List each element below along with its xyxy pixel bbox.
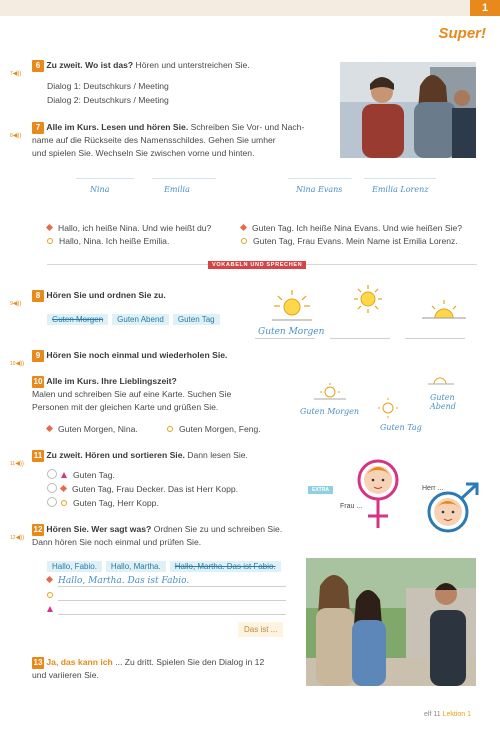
ex8-track[interactable]: 9◀)) bbox=[10, 301, 22, 307]
ex11-line-2[interactable]: Guten Tag, Frau Decker. Das ist Herr Kopp. bbox=[47, 483, 238, 496]
name-card-1: Nina bbox=[76, 178, 134, 203]
dialog-left-line-1: Hallo, ich heiße Nina. Und wie heißt du? bbox=[47, 222, 211, 235]
dialog-right-line-1: Guten Tag. Ich heiße Nina Evans. Und wie heißen Sie? bbox=[241, 222, 462, 235]
exercise-number: 12 bbox=[33, 525, 43, 534]
ex7-track[interactable]: 8◀)) bbox=[10, 133, 22, 139]
chip-hallo-martha[interactable]: Hallo, Martha. bbox=[106, 561, 166, 572]
label-frau: Frau ... bbox=[340, 503, 363, 510]
dialog-left-line-2: Hallo, Nina. Ich heiße Emilia. bbox=[47, 235, 169, 248]
ex12-track[interactable]: 12◀)) bbox=[10, 535, 25, 541]
speaker-a-icon bbox=[46, 425, 53, 432]
chip-guten-morgen[interactable]: Guten Morgen bbox=[47, 314, 108, 325]
audio-icon: ◀)) bbox=[12, 133, 22, 139]
ex10-dialog-1: Guten Morgen, Nina. bbox=[47, 423, 138, 436]
ex8-answer-line-1[interactable] bbox=[255, 338, 315, 339]
ex11-line-3[interactable]: Guten Tag, Herr Kopp. bbox=[47, 497, 159, 510]
ex8-chips bbox=[47, 309, 224, 327]
chip-guten-abend[interactable]: Guten Abend bbox=[112, 314, 169, 325]
speaker-a-icon bbox=[240, 224, 247, 231]
ex8-answer-line-3[interactable] bbox=[405, 338, 465, 339]
exercise-number: 11 bbox=[33, 451, 43, 460]
sketch-card-day: Guten Tag bbox=[374, 396, 424, 432]
speaker-c-icon bbox=[61, 472, 67, 478]
chapter-number-tab: 1 bbox=[470, 0, 500, 16]
photo-people-meeting bbox=[340, 62, 476, 158]
ex12-instructions: 12 Hören Sie. Wer sagt was? Ordnen Sie zu und schreiben Sie. Dann hören Sie noch einmal und prüfen Sie. bbox=[32, 524, 283, 547]
ex6-heading: 6 Zu zweit. Wo ist das? Hören und unterstreichen Sie. bbox=[32, 59, 302, 72]
exercise-number: 13 bbox=[33, 658, 43, 667]
chapter-title: Super! bbox=[438, 25, 486, 42]
dialog-right-line-2: Guten Tag, Frau Evans. Mein Name ist Emilia Lorenz. bbox=[241, 235, 458, 248]
ex9-heading: 9 Hören Sie noch einmal und wiederholen Sie. bbox=[32, 349, 227, 362]
ex10-dialog-2: Guten Morgen, Feng. bbox=[167, 423, 261, 436]
ex12-chips bbox=[47, 556, 285, 574]
extra-tag: EXTRA bbox=[308, 486, 333, 494]
sketch-card-evening: Guten Abend bbox=[424, 372, 474, 412]
chip-hallo-fabio[interactable]: Hallo, Fabio. bbox=[47, 561, 102, 572]
speaker-c-icon bbox=[47, 606, 53, 612]
ex8-answer: Guten Morgen bbox=[258, 327, 325, 337]
ex12-answer-line-2[interactable] bbox=[58, 600, 286, 601]
sun-evening-icon bbox=[420, 298, 468, 327]
audio-icon: ◀)) bbox=[15, 535, 25, 541]
speaker-b-icon bbox=[47, 238, 53, 244]
ex12-answer-1: Hallo, Martha. Das ist Fabio. bbox=[47, 574, 189, 588]
audio-icon: ◀)) bbox=[15, 461, 24, 467]
photo-three-people bbox=[306, 558, 476, 686]
lesson-label: Lektion 1 bbox=[442, 711, 471, 718]
ex9-track[interactable]: 10◀)) bbox=[10, 361, 25, 367]
name-card-2: Emilia bbox=[152, 178, 216, 203]
ex12-answer-line-3[interactable] bbox=[58, 614, 286, 615]
ex7-instructions: 7 Alle im Kurs. Lesen und hören Sie. Schreiben Sie Vor- und Nach- name auf die Rückseite des Namensschildes. Gehen Sie umher und spielen Sie. Wechseln Sie zwischen vorne und hinten. bbox=[32, 122, 305, 158]
speaker-b-icon bbox=[241, 238, 247, 244]
top-bar bbox=[0, 0, 500, 16]
exercise-number: 8 bbox=[32, 290, 44, 302]
sketch-card-morning: Guten Morgen bbox=[300, 382, 366, 418]
ex6-option-2[interactable]: Dialog 2: Deutschkurs / Meeting bbox=[47, 95, 169, 105]
audio-icon: ◀)) bbox=[12, 301, 22, 307]
page-number: elf 11 bbox=[424, 711, 441, 718]
male-symbol-icon bbox=[426, 482, 480, 541]
audio-icon: ◀)) bbox=[12, 71, 22, 77]
audio-icon: ◀)) bbox=[15, 361, 25, 367]
section-banner: VOKABELN UND SPRECHEN bbox=[208, 261, 306, 269]
ex8-answer-line-2[interactable] bbox=[330, 338, 390, 339]
ex13-instructions: 13 Ja, das kann ich ... Zu dritt. Spielen Sie den Dialog in 12 und variieren Sie. bbox=[32, 657, 265, 680]
label-herr: Herr ... bbox=[422, 485, 444, 492]
speaker-b-icon bbox=[167, 426, 173, 432]
speaker-a-icon bbox=[46, 224, 53, 231]
exercise-number: 10 bbox=[33, 377, 43, 386]
order-radio bbox=[47, 497, 57, 507]
ex6-track[interactable] bbox=[10, 62, 21, 80]
speaker-b-icon bbox=[61, 500, 67, 506]
ex11-heading: 11 Zu zweit. Hören und sortieren Sie. Dann lesen Sie. bbox=[33, 450, 248, 460]
name-card-4: Emilia Lorenz bbox=[364, 178, 436, 203]
female-symbol-icon bbox=[356, 458, 402, 535]
speaker-b-icon bbox=[47, 592, 53, 598]
chip-hallo-martha-fabio[interactable]: Hallo, Martha. Das ist Fabio. bbox=[170, 561, 281, 572]
ex11-track[interactable]: 11◀)) bbox=[10, 461, 24, 467]
ex12-answer-line-1[interactable] bbox=[58, 586, 286, 587]
exercise-number: 9 bbox=[32, 350, 44, 362]
sun-noon-icon bbox=[346, 284, 390, 321]
exercise-number: 6 bbox=[32, 60, 44, 72]
ex6-option-1[interactable]: Dialog 1: Deutschkurs / Meeting bbox=[47, 81, 169, 91]
name-card-3: Nina Evans bbox=[288, 178, 352, 203]
sun-morning-icon bbox=[270, 288, 314, 329]
order-radio bbox=[47, 483, 57, 493]
speaker-a-icon bbox=[46, 576, 53, 583]
track-number: 7 bbox=[10, 71, 13, 77]
ex8-heading: 8 Hören Sie und ordnen Sie zu. bbox=[32, 289, 166, 302]
page-footer bbox=[424, 711, 471, 718]
speech-bubble: Das ist ... bbox=[238, 622, 283, 637]
ex11-line-1[interactable]: Guten Tag. bbox=[47, 469, 115, 482]
exercise-number: 7 bbox=[32, 122, 44, 134]
ex10-instructions: 10 Alle im Kurs. Ihre Lieblingszeit? Malen und schreiben Sie auf eine Karte. Suchen Sie Personen mit der gleichen Karte und grüßen Sie. bbox=[32, 376, 232, 412]
chip-guten-tag[interactable]: Guten Tag bbox=[173, 314, 220, 325]
order-radio bbox=[47, 469, 57, 479]
speaker-a-icon bbox=[60, 485, 67, 492]
